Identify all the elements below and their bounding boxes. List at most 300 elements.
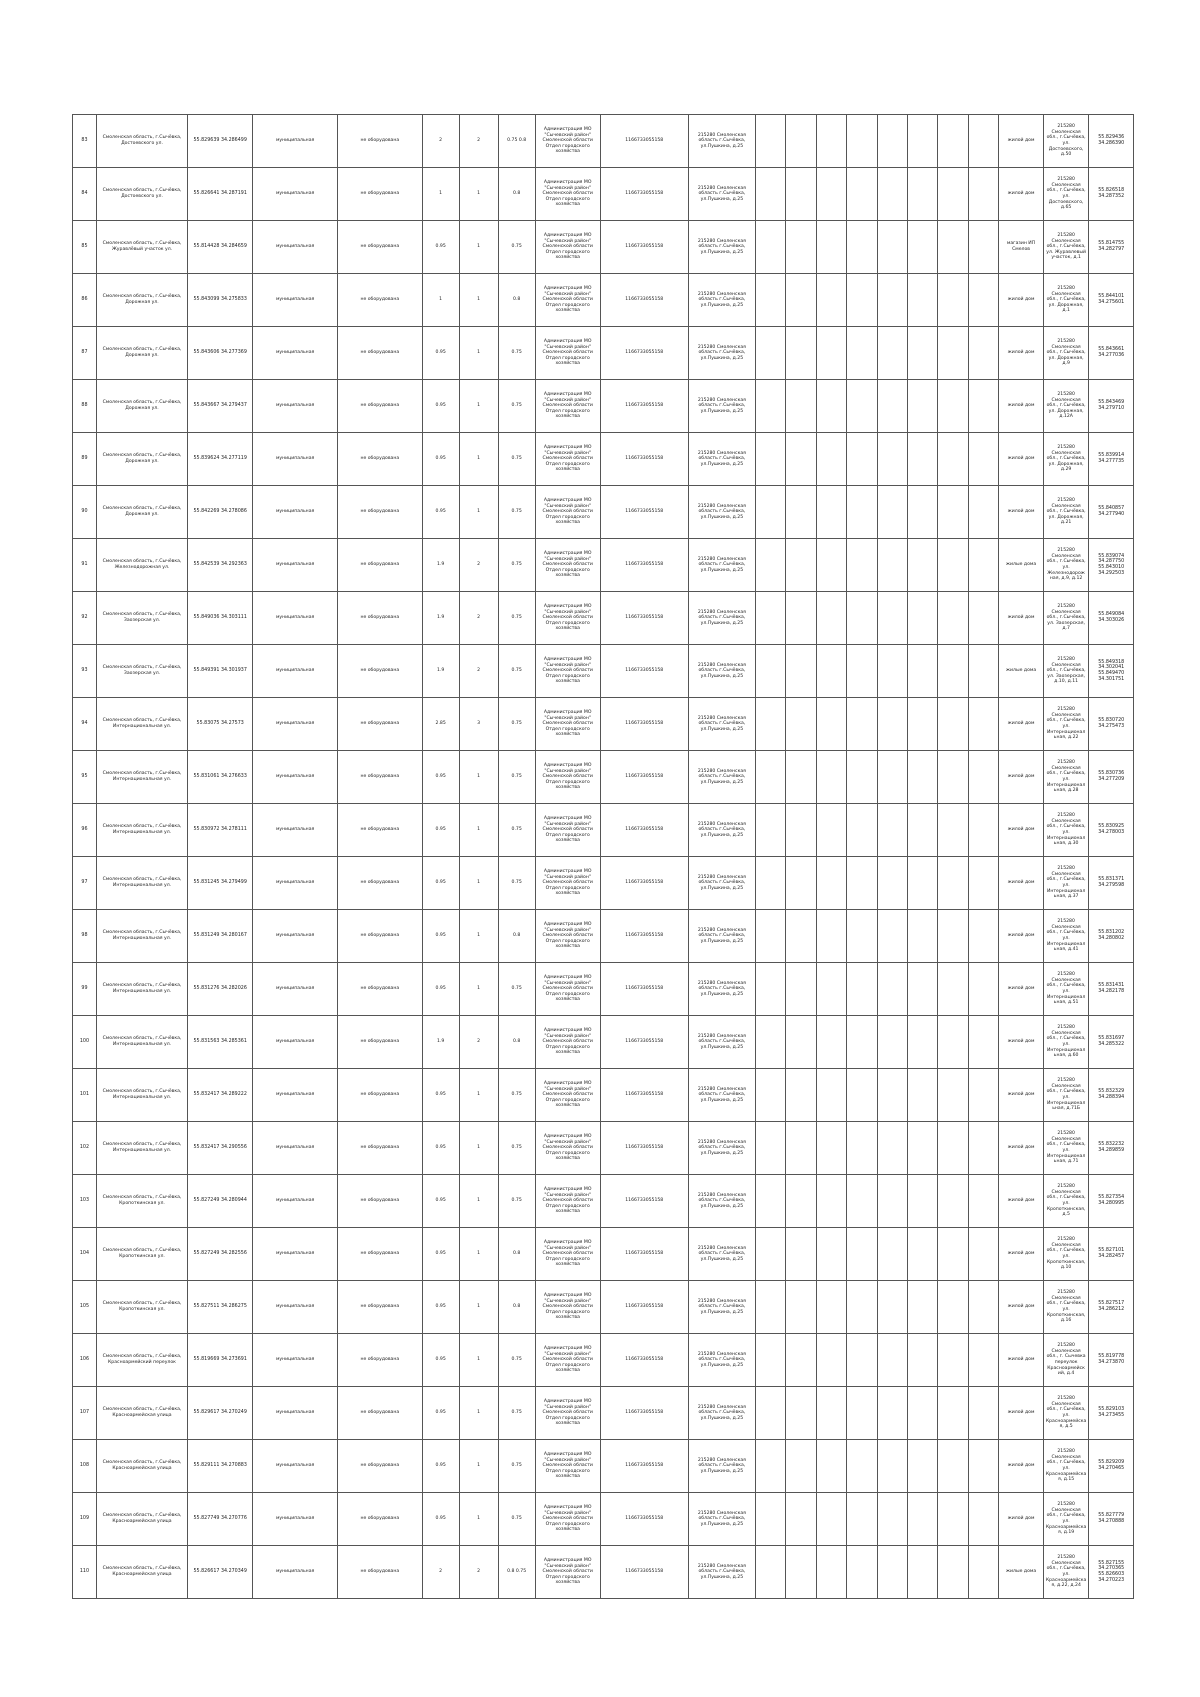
empty-cell xyxy=(847,274,877,327)
empty-cell xyxy=(816,433,846,486)
status-cell: не оборудована xyxy=(337,1122,422,1175)
empty-cell xyxy=(908,1493,938,1546)
empty-cell xyxy=(756,380,786,433)
source-type-cell: жилой дом xyxy=(999,433,1044,486)
source-coordinates-cell: 55.843469 34.279710 xyxy=(1089,380,1134,433)
empty-cell xyxy=(786,380,816,433)
empty-cell xyxy=(786,327,816,380)
table-row xyxy=(73,380,1134,433)
area-cell: 1.9 xyxy=(422,592,459,645)
empty-cell xyxy=(756,1228,786,1281)
volume-cell: 0.8 xyxy=(498,1016,535,1069)
coordinates-cell: 55.827249 34.280944 xyxy=(188,1175,253,1228)
empty-cell xyxy=(908,1122,938,1175)
empty-cell xyxy=(968,645,998,698)
source-address-cell: 215280 Смоленская обл., г.Сычёвка, ул. Достоевского, д.50 xyxy=(1043,115,1089,168)
source-coordinates-cell: 55.849318 34.302041 55.849470 34.301751 xyxy=(1089,645,1134,698)
source-type-cell: жилой дом xyxy=(999,380,1044,433)
address-cell: Смоленская область, г.Сычёвка, Красноармейская улица xyxy=(96,1546,187,1599)
empty-cell xyxy=(786,1546,816,1599)
empty-cell xyxy=(756,698,786,751)
ownership-cell: муниципальная xyxy=(253,1546,338,1599)
status-cell: не оборудована xyxy=(337,804,422,857)
empty-cell xyxy=(756,1440,786,1493)
source-coordinates-cell: 55.814755 34.282797 xyxy=(1089,221,1134,274)
empty-cell xyxy=(756,221,786,274)
empty-cell xyxy=(908,645,938,698)
area-cell: 1.9 xyxy=(422,539,459,592)
empty-cell xyxy=(908,1546,938,1599)
address-cell: Смоленская область, г.Сычёвка, Интернациональная ул. xyxy=(96,698,187,751)
ownership-cell: муниципальная xyxy=(253,804,338,857)
empty-cell xyxy=(877,433,907,486)
empty-cell xyxy=(877,1016,907,1069)
postal-address-cell: 215280 Смоленская область г.Сычёвка, ул.Пушкина, д.25 xyxy=(688,1387,755,1440)
volume-cell: 0.75 xyxy=(498,1440,535,1493)
source-address-cell: 215280 Смоленская обл., г.Сычёвка, ул. Заозерская, д.7 xyxy=(1043,592,1089,645)
volume-cell: 0.75 xyxy=(498,645,535,698)
empty-cell xyxy=(968,115,998,168)
address-cell: Смоленская область, г.Сычёвка, Достоевского ул. xyxy=(96,115,187,168)
empty-cell xyxy=(877,1493,907,1546)
empty-cell xyxy=(908,910,938,963)
ownership-cell: муниципальная xyxy=(253,1281,338,1334)
table-row xyxy=(73,274,1134,327)
postal-address-cell: 215280 Смоленская область г.Сычёвка, ул.Пушкина, д.25 xyxy=(688,539,755,592)
ogrn-cell: 1166733055158 xyxy=(600,380,688,433)
empty-cell xyxy=(908,221,938,274)
source-type-cell: жилой дом xyxy=(999,910,1044,963)
empty-cell xyxy=(968,1281,998,1334)
empty-cell xyxy=(908,1387,938,1440)
volume-cell: 0.75 xyxy=(498,1122,535,1175)
empty-cell xyxy=(908,1281,938,1334)
organization-cell: Администрация МО "Сычевский район" Смоленской области Отдел городского хозяйства xyxy=(535,645,600,698)
ownership-cell: муниципальная xyxy=(253,221,338,274)
empty-cell xyxy=(877,327,907,380)
source-coordinates-cell: 55.830736 34.277209 xyxy=(1089,751,1134,804)
coordinates-cell: 55.829111 34.270883 xyxy=(188,1440,253,1493)
container-count-cell: 1 xyxy=(459,804,498,857)
empty-cell xyxy=(816,698,846,751)
coordinates-cell: 55.827249 34.282556 xyxy=(188,1228,253,1281)
source-address-cell: 215280 Смоленская обл., г.Сычёвка, ул. Интернациональная, д.37 xyxy=(1043,857,1089,910)
empty-cell xyxy=(847,221,877,274)
source-coordinates-cell: 55.844101 34.275601 xyxy=(1089,274,1134,327)
coordinates-cell: 55.839624 34.277119 xyxy=(188,433,253,486)
row-number: 108 xyxy=(73,1440,97,1493)
empty-cell xyxy=(908,433,938,486)
empty-cell xyxy=(816,1387,846,1440)
empty-cell xyxy=(756,168,786,221)
ownership-cell: муниципальная xyxy=(253,963,338,1016)
source-address-cell: 215280 Смоленская обл., г.Сычёвка, ул. Интернациональная, д.51 xyxy=(1043,963,1089,1016)
area-cell: 1.9 xyxy=(422,645,459,698)
status-cell: не оборудована xyxy=(337,486,422,539)
empty-cell xyxy=(816,751,846,804)
empty-cell xyxy=(847,592,877,645)
empty-cell xyxy=(938,645,968,698)
ownership-cell: муниципальная xyxy=(253,433,338,486)
empty-cell xyxy=(756,1122,786,1175)
source-type-cell: жилые дома xyxy=(999,539,1044,592)
container-count-cell: 1 xyxy=(459,1228,498,1281)
source-coordinates-cell: 55.829436 34.286390 xyxy=(1089,115,1134,168)
coordinates-cell: 55.849391 34.301937 xyxy=(188,645,253,698)
empty-cell xyxy=(847,1440,877,1493)
postal-address-cell: 215280 Смоленская область г.Сычёвка, ул.Пушкина, д.25 xyxy=(688,592,755,645)
source-type-cell: жилые дома xyxy=(999,645,1044,698)
address-cell: Смоленская область, г.Сычёвка, Дорожная ул. xyxy=(96,486,187,539)
ownership-cell: муниципальная xyxy=(253,751,338,804)
empty-cell xyxy=(938,698,968,751)
empty-cell xyxy=(756,1546,786,1599)
empty-cell xyxy=(938,1334,968,1387)
empty-cell xyxy=(968,1016,998,1069)
source-address-cell: 215280 Смоленская обл., г.Сычёвка, ул. Кропоткинская, д.10 xyxy=(1043,1228,1089,1281)
postal-address-cell: 215280 Смоленская область г.Сычёвка, ул.Пушкина, д.25 xyxy=(688,1069,755,1122)
empty-cell xyxy=(877,645,907,698)
empty-cell xyxy=(968,539,998,592)
organization-cell: Администрация МО "Сычевский район" Смоленской области Отдел городского хозяйства xyxy=(535,592,600,645)
table-row xyxy=(73,1546,1134,1599)
empty-cell xyxy=(938,592,968,645)
empty-cell xyxy=(938,221,968,274)
empty-cell xyxy=(786,910,816,963)
volume-cell: 0.75 xyxy=(498,1493,535,1546)
source-type-cell: жилой дом xyxy=(999,1228,1044,1281)
empty-cell xyxy=(968,751,998,804)
empty-cell xyxy=(847,1228,877,1281)
empty-cell xyxy=(816,804,846,857)
status-cell: не оборудована xyxy=(337,910,422,963)
empty-cell xyxy=(968,486,998,539)
postal-address-cell: 215280 Смоленская область г.Сычёвка, ул.Пушкина, д.25 xyxy=(688,380,755,433)
area-cell: 0.95 xyxy=(422,486,459,539)
table-row xyxy=(73,1069,1134,1122)
address-cell: Смоленская область, г.Сычёвка, Интернациональная ул. xyxy=(96,1069,187,1122)
source-coordinates-cell: 55.832232 34.289859 xyxy=(1089,1122,1134,1175)
empty-cell xyxy=(968,1387,998,1440)
empty-cell xyxy=(756,1016,786,1069)
postal-address-cell: 215280 Смоленская область г.Сычёвка, ул.Пушкина, д.25 xyxy=(688,1175,755,1228)
empty-cell xyxy=(908,804,938,857)
address-cell: Смоленская область, г.Сычёвка, Дорожная ул. xyxy=(96,380,187,433)
postal-address-cell: 215280 Смоленская область г.Сычёвка, ул.Пушкина, д.25 xyxy=(688,910,755,963)
ownership-cell: муниципальная xyxy=(253,1122,338,1175)
ownership-cell: муниципальная xyxy=(253,327,338,380)
row-number: 99 xyxy=(73,963,97,1016)
empty-cell xyxy=(938,751,968,804)
status-cell: не оборудована xyxy=(337,592,422,645)
row-number: 83 xyxy=(73,115,97,168)
source-type-cell: жилой дом xyxy=(999,804,1044,857)
status-cell: не оборудована xyxy=(337,1493,422,1546)
organization-cell: Администрация МО "Сычевский район" Смоленской области Отдел городского хозяйства xyxy=(535,963,600,1016)
source-coordinates-cell: 55.831697 34.285322 xyxy=(1089,1016,1134,1069)
table-body xyxy=(73,115,1134,1599)
area-cell: 0.95 xyxy=(422,751,459,804)
ogrn-cell: 1166733055158 xyxy=(600,327,688,380)
empty-cell xyxy=(877,910,907,963)
coordinates-cell: 55.843606 34.277369 xyxy=(188,327,253,380)
ownership-cell: муниципальная xyxy=(253,1334,338,1387)
volume-cell: 0.75 xyxy=(498,1069,535,1122)
empty-cell xyxy=(877,1175,907,1228)
empty-cell xyxy=(756,857,786,910)
empty-cell xyxy=(847,1122,877,1175)
volume-cell: 0.8 xyxy=(498,274,535,327)
empty-cell xyxy=(938,168,968,221)
area-cell: 0.95 xyxy=(422,221,459,274)
ogrn-cell: 1166733055158 xyxy=(600,1122,688,1175)
empty-cell xyxy=(816,1069,846,1122)
coordinates-cell: 55.843099 34.275833 xyxy=(188,274,253,327)
table-row xyxy=(73,1440,1134,1493)
empty-cell xyxy=(968,804,998,857)
organization-cell: Администрация МО "Сычевский район" Смоленской области Отдел городского хозяйства xyxy=(535,539,600,592)
table-row xyxy=(73,1334,1134,1387)
status-cell: не оборудована xyxy=(337,327,422,380)
status-cell: не оборудована xyxy=(337,115,422,168)
organization-cell: Администрация МО "Сычевский район" Смоленской области Отдел городского хозяйства xyxy=(535,221,600,274)
empty-cell xyxy=(938,1016,968,1069)
ownership-cell: муниципальная xyxy=(253,1069,338,1122)
volume-cell: 0.75 xyxy=(498,539,535,592)
volume-cell: 0.75 xyxy=(498,1175,535,1228)
empty-cell xyxy=(908,698,938,751)
ogrn-cell: 1166733055158 xyxy=(600,115,688,168)
postal-address-cell: 215280 Смоленская область г.Сычёвка, ул.Пушкина, д.25 xyxy=(688,963,755,1016)
empty-cell xyxy=(968,433,998,486)
empty-cell xyxy=(756,645,786,698)
volume-cell: 0.75 xyxy=(498,486,535,539)
empty-cell xyxy=(877,1228,907,1281)
address-cell: Смоленская область, г.Сычёвка, Заозерская ул. xyxy=(96,592,187,645)
container-count-cell: 2 xyxy=(459,1546,498,1599)
coordinates-cell: 55.842269 34.278086 xyxy=(188,486,253,539)
container-count-cell: 1 xyxy=(459,1069,498,1122)
ogrn-cell: 1166733055158 xyxy=(600,1016,688,1069)
area-cell: 0.95 xyxy=(422,1122,459,1175)
empty-cell xyxy=(786,168,816,221)
ownership-cell: муниципальная xyxy=(253,592,338,645)
table-row xyxy=(73,751,1134,804)
empty-cell xyxy=(816,221,846,274)
source-address-cell: 215280 Смоленская обл., г.Сычёвка, ул. Красноармейская, д.22, д.24 xyxy=(1043,1546,1089,1599)
status-cell: не оборудована xyxy=(337,1228,422,1281)
address-cell: Смоленская область, г.Сычёвка, Железнодорожная ул. xyxy=(96,539,187,592)
ownership-cell: муниципальная xyxy=(253,910,338,963)
empty-cell xyxy=(968,1069,998,1122)
area-cell: 2 xyxy=(422,115,459,168)
source-type-cell: жилые дома xyxy=(999,1546,1044,1599)
container-count-cell: 2 xyxy=(459,1016,498,1069)
organization-cell: Администрация МО "Сычевский район" Смоленской области Отдел городского хозяйства xyxy=(535,433,600,486)
source-address-cell: 215280 Смоленская обл., г.Сычёвка, ул. Интернациональная, д.28 xyxy=(1043,751,1089,804)
empty-cell xyxy=(816,1334,846,1387)
postal-address-cell: 215280 Смоленская область г.Сычёвка, ул.Пушкина, д.25 xyxy=(688,1440,755,1493)
ogrn-cell: 1166733055158 xyxy=(600,539,688,592)
empty-cell xyxy=(756,433,786,486)
ogrn-cell: 1166733055158 xyxy=(600,592,688,645)
source-coordinates-cell: 55.831371 34.279598 xyxy=(1089,857,1134,910)
address-cell: Смоленская область, г.Сычёвка, Интернациональная ул. xyxy=(96,1122,187,1175)
postal-address-cell: 215280 Смоленская область г.Сычёвка, ул.Пушкина, д.25 xyxy=(688,1281,755,1334)
coordinates-cell: 55.832417 34.290556 xyxy=(188,1122,253,1175)
volume-cell: 0.75 xyxy=(498,751,535,804)
table-row xyxy=(73,327,1134,380)
table-row xyxy=(73,1016,1134,1069)
empty-cell xyxy=(968,168,998,221)
source-address-cell: 215280 Смоленская обл., г.Сычёвка, ул. Дорожная, д.9 xyxy=(1043,327,1089,380)
ownership-cell: муниципальная xyxy=(253,698,338,751)
status-cell: не оборудована xyxy=(337,1281,422,1334)
ogrn-cell: 1166733055158 xyxy=(600,751,688,804)
area-cell: 0.95 xyxy=(422,327,459,380)
table-row xyxy=(73,433,1134,486)
source-type-cell: жилой дом xyxy=(999,1493,1044,1546)
row-number: 93 xyxy=(73,645,97,698)
status-cell: не оборудована xyxy=(337,698,422,751)
organization-cell: Администрация МО "Сычевский район" Смоленской области Отдел городского хозяйства xyxy=(535,857,600,910)
empty-cell xyxy=(938,1546,968,1599)
empty-cell xyxy=(938,115,968,168)
postal-address-cell: 215280 Смоленская область г.Сычёвка, ул.Пушкина, д.25 xyxy=(688,1122,755,1175)
empty-cell xyxy=(908,751,938,804)
row-number: 106 xyxy=(73,1334,97,1387)
organization-cell: Администрация МО "Сычевский район" Смоленской области Отдел городского хозяйства xyxy=(535,1281,600,1334)
empty-cell xyxy=(938,1122,968,1175)
organization-cell: Администрация МО "Сычевский район" Смоленской области Отдел городского хозяйства xyxy=(535,327,600,380)
status-cell: не оборудована xyxy=(337,433,422,486)
ogrn-cell: 1166733055158 xyxy=(600,1069,688,1122)
row-number: 104 xyxy=(73,1228,97,1281)
address-cell: Смоленская область, г.Сычёвка, Достоевского ул. xyxy=(96,168,187,221)
row-number: 100 xyxy=(73,1016,97,1069)
organization-cell: Администрация МО "Сычевский район" Смоленской области Отдел городского хозяйства xyxy=(535,804,600,857)
table-row xyxy=(73,486,1134,539)
empty-cell xyxy=(938,1069,968,1122)
empty-cell xyxy=(756,1387,786,1440)
source-coordinates-cell: 55.827101 34.282457 xyxy=(1089,1228,1134,1281)
empty-cell xyxy=(847,327,877,380)
area-cell: 0.95 xyxy=(422,380,459,433)
empty-cell xyxy=(968,1122,998,1175)
container-count-cell: 2 xyxy=(459,645,498,698)
source-address-cell: 215280 Смоленская обл., г.Сычёвка, ул. Интернациональная, д.60 xyxy=(1043,1016,1089,1069)
address-cell: Смоленская область, г.Сычёвка, Заозерская ул. xyxy=(96,645,187,698)
empty-cell xyxy=(816,168,846,221)
source-address-cell: 215280 Смоленская обл., г.Сычёвка, ул. Интернациональная, д.41 xyxy=(1043,910,1089,963)
table-row xyxy=(73,1122,1134,1175)
table-row xyxy=(73,539,1134,592)
status-cell: не оборудована xyxy=(337,1016,422,1069)
empty-cell xyxy=(756,963,786,1016)
empty-cell xyxy=(877,1334,907,1387)
source-coordinates-cell: 55.840857 34.277940 xyxy=(1089,486,1134,539)
container-count-cell: 1 xyxy=(459,910,498,963)
ogrn-cell: 1166733055158 xyxy=(600,486,688,539)
row-number: 97 xyxy=(73,857,97,910)
table-row xyxy=(73,963,1134,1016)
empty-cell xyxy=(968,1228,998,1281)
empty-cell xyxy=(877,963,907,1016)
coordinates-cell: 55.829617 34.270249 xyxy=(188,1387,253,1440)
source-address-cell: 215280 Смоленская обл., г.Сычёвка, ул. Красноармейская, д.15 xyxy=(1043,1440,1089,1493)
source-type-cell: жилой дом xyxy=(999,1281,1044,1334)
status-cell: не оборудована xyxy=(337,857,422,910)
empty-cell xyxy=(816,592,846,645)
organization-cell: Администрация МО "Сычевский район" Смоленской области Отдел городского хозяйства xyxy=(535,1387,600,1440)
volume-cell: 0.75 0.8 xyxy=(498,115,535,168)
area-cell: 0.95 xyxy=(422,804,459,857)
empty-cell xyxy=(877,857,907,910)
coordinates-cell: 55.829639 34.286499 xyxy=(188,115,253,168)
empty-cell xyxy=(816,1122,846,1175)
empty-cell xyxy=(786,115,816,168)
empty-cell xyxy=(938,910,968,963)
area-cell: 0.95 xyxy=(422,1493,459,1546)
status-cell: не оборудована xyxy=(337,274,422,327)
status-cell: не оборудована xyxy=(337,221,422,274)
empty-cell xyxy=(847,645,877,698)
coordinates-cell: 55.826617 34.270349 xyxy=(188,1546,253,1599)
empty-cell xyxy=(968,698,998,751)
postal-address-cell: 215280 Смоленская область г.Сычёвка, ул.Пушкина, д.25 xyxy=(688,433,755,486)
ownership-cell: муниципальная xyxy=(253,274,338,327)
postal-address-cell: 215280 Смоленская область г.Сычёвка, ул.Пушкина, д.25 xyxy=(688,1016,755,1069)
empty-cell xyxy=(786,1440,816,1493)
table-row xyxy=(73,168,1134,221)
empty-cell xyxy=(756,1069,786,1122)
postal-address-cell: 215280 Смоленская область г.Сычёвка, ул.Пушкина, д.25 xyxy=(688,751,755,804)
row-number: 88 xyxy=(73,380,97,433)
volume-cell: 0.75 xyxy=(498,857,535,910)
table-row xyxy=(73,1387,1134,1440)
container-count-cell: 2 xyxy=(459,115,498,168)
source-address-cell: 215280 Смоленская обл., г.Сычёвка, ул. Красноармейская, д.5 xyxy=(1043,1387,1089,1440)
empty-cell xyxy=(908,857,938,910)
empty-cell xyxy=(877,1546,907,1599)
empty-cell xyxy=(908,1334,938,1387)
area-cell: 0.95 xyxy=(422,1440,459,1493)
empty-cell xyxy=(877,539,907,592)
source-type-cell: жилой дом xyxy=(999,327,1044,380)
row-number: 109 xyxy=(73,1493,97,1546)
empty-cell xyxy=(756,327,786,380)
empty-cell xyxy=(877,168,907,221)
empty-cell xyxy=(877,1069,907,1122)
empty-cell xyxy=(847,380,877,433)
row-number: 103 xyxy=(73,1175,97,1228)
ownership-cell: муниципальная xyxy=(253,115,338,168)
area-cell: 2.85 xyxy=(422,698,459,751)
ogrn-cell: 1166733055158 xyxy=(600,1175,688,1228)
postal-address-cell: 215280 Смоленская область г.Сычёвка, ул.Пушкина, д.25 xyxy=(688,486,755,539)
address-cell: Смоленская область, г.Сычёвка, Журавлёвый участок ул. xyxy=(96,221,187,274)
empty-cell xyxy=(847,963,877,1016)
ogrn-cell: 1166733055158 xyxy=(600,963,688,1016)
coordinates-cell: 55.832417 34.289222 xyxy=(188,1069,253,1122)
organization-cell: Администрация МО "Сычевский район" Смоленской области Отдел городского хозяйства xyxy=(535,751,600,804)
ogrn-cell: 1166733055158 xyxy=(600,910,688,963)
empty-cell xyxy=(756,1281,786,1334)
status-cell: не оборудована xyxy=(337,645,422,698)
row-number: 107 xyxy=(73,1387,97,1440)
row-number: 86 xyxy=(73,274,97,327)
empty-cell xyxy=(786,963,816,1016)
